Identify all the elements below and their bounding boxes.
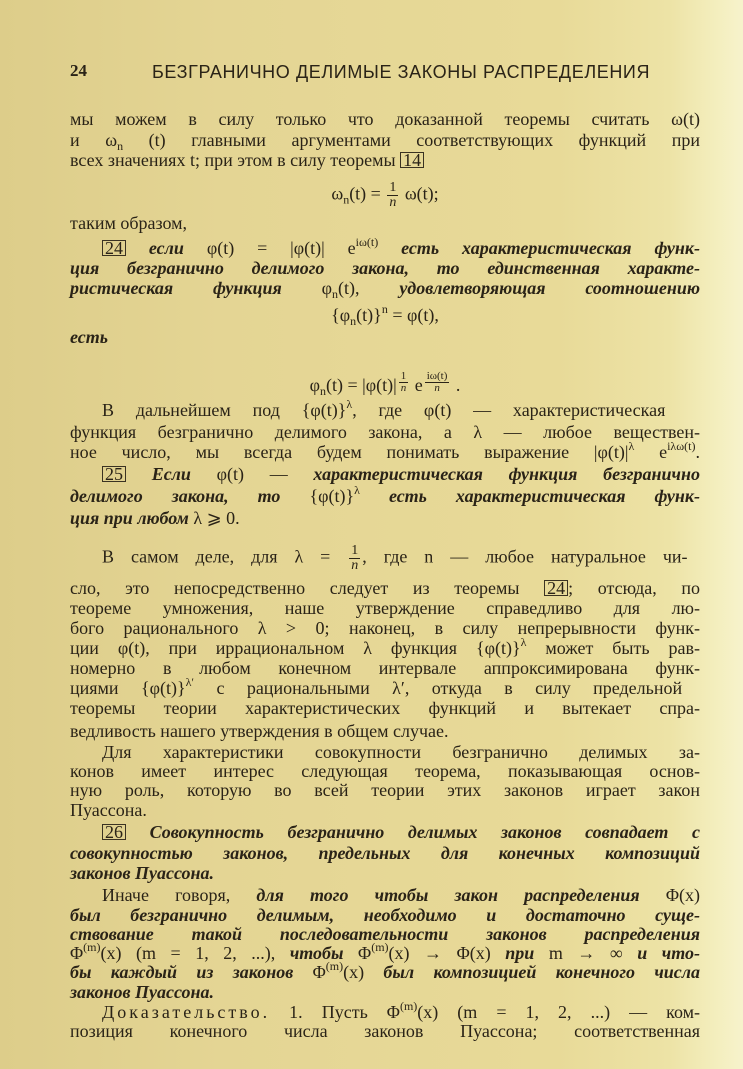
italic-text-run: есть [70, 327, 108, 347]
text-run: В дальнейшем под {φ(t)} [102, 400, 347, 420]
text-run: и ω [70, 130, 118, 150]
text-line [70, 659, 700, 677]
text-run: φ(t) — [216, 464, 314, 484]
text-line [70, 886, 700, 904]
italic-text-run: чтобы [289, 943, 359, 963]
italic-text-run: если [126, 238, 207, 258]
fraction-numerator: 1 [389, 180, 397, 195]
superscript: (m) [371, 940, 389, 954]
italic-text-run: ция безгранично делимого закона, то единственная характе- [70, 258, 700, 278]
fraction [399, 371, 409, 394]
text-line [70, 801, 700, 819]
italic-text-run: характеристическая функция безгранично [313, 464, 700, 484]
display-formula [70, 302, 700, 328]
text-run: В самом деле, для λ = [102, 546, 348, 567]
text-run: φ(t) = |φ(t)| e [206, 238, 356, 258]
italic-text-run: при [505, 943, 549, 963]
fraction [349, 544, 360, 573]
text-run: теореме умножения, наше утверждение справедливо для лю- [70, 598, 700, 618]
superscript: (m) [325, 959, 344, 973]
superscript: n [381, 302, 388, 316]
text-run: Для характеристики совокупности безгранично делимых за- [102, 742, 700, 762]
running-header-title: БЕЗГРАНИЧНО ДЕЛИМЫЕ ЗАКОНЫ РАСПРЕДЕЛЕНИЯ [152, 62, 651, 82]
text-line [70, 675, 700, 698]
superscript: iω(t) [355, 235, 379, 249]
text-run: ное число, мы всегда будем понимать выражение |φ(t)| [70, 442, 629, 462]
text-line [70, 579, 700, 597]
italic-text-run: законов Пуассона. [70, 863, 215, 883]
text-line [70, 599, 700, 617]
page-number: 24 [70, 61, 87, 80]
text-line [70, 110, 700, 128]
superscript: λ′ [185, 675, 195, 689]
text-run: e [410, 375, 423, 395]
text-run: φ [309, 375, 320, 395]
fraction [425, 371, 450, 394]
text-line [70, 619, 700, 637]
text-line [70, 1022, 700, 1040]
text-line [70, 278, 700, 301]
text-line [70, 259, 700, 277]
subscript: n [319, 384, 326, 398]
fraction-denominator: n [400, 382, 407, 394]
text-line [70, 130, 700, 153]
fraction-numerator: 1 [351, 543, 359, 558]
superscript: λ [628, 439, 635, 453]
text-run: , где n — любое натуральное чи- [362, 546, 688, 567]
superscript: λ [520, 635, 527, 649]
italic-text-run: удовлетворяющая соотношению [399, 278, 700, 298]
text-run: λ ⩾ 0. [193, 508, 240, 528]
subscript: n [350, 314, 357, 328]
fraction-denominator: n [389, 195, 397, 210]
italic-text-run: есть характеристическая функ- [378, 238, 700, 258]
subscript: n [343, 192, 350, 207]
italic-text-run: ристическая функция [70, 278, 322, 298]
italic-text-run: бы каждый из законов [70, 962, 313, 982]
text-run: ведливость нашего утверждения в общем случае. [70, 721, 449, 741]
text-run: {φ [331, 305, 351, 325]
italic-text-run: ция при любом [70, 508, 194, 528]
text-line [70, 781, 700, 799]
text-run: ω(t); [400, 183, 439, 204]
fraction-denominator: n [434, 382, 440, 394]
text-run: сло, это непосредственно следует из теоремы [70, 578, 545, 598]
text-run: {φ(t)} [309, 486, 355, 506]
text-run: теоремы теории характеристических функций и вытекает спра- [70, 698, 700, 718]
text-line [70, 423, 700, 441]
text-run: функция безгранично делимого закона, а λ — любое веществен- [70, 422, 700, 442]
text-line [70, 328, 700, 346]
text-run: таким образом, [70, 213, 188, 233]
text-line [70, 743, 700, 761]
text-run: номерно в любом конечном интервале аппроксимирована функ- [70, 658, 700, 678]
text-line [70, 699, 700, 717]
text-run: . [695, 442, 700, 462]
italic-text-run: был безгранично делимым, необходимо и достаточно суще- [70, 905, 700, 925]
text-run: Φ(x) [665, 885, 700, 905]
text-line [70, 864, 700, 882]
text-line [70, 844, 700, 862]
italic-text-run: есть характеристическая функ- [359, 486, 700, 506]
text-line [70, 635, 700, 658]
text-run: (t) = [349, 183, 386, 204]
text-run: e [634, 442, 668, 462]
text-run: (x) → Φ(x) [388, 943, 506, 963]
italic-text-run: совокупностью законов, предельных для конечных композиций [70, 843, 700, 863]
text-run: ω [331, 183, 344, 204]
text-run: (x) (m = 1, 2, ...) — ком- [417, 1002, 700, 1022]
text-run: циями {φ(t)} [70, 678, 186, 698]
text-line [70, 439, 700, 462]
italic-text-run: ствование такой последовательности законов распределения [70, 924, 700, 944]
fraction-numerator: 1 [400, 370, 407, 382]
text-run: (t), [338, 278, 400, 298]
subscript: n [117, 139, 124, 153]
text-run: ную роль, которую во всей теории этих законов играет закон [70, 780, 700, 800]
theorem-reference: 14 [400, 152, 424, 168]
italic-text-run: для того чтобы закон распределения [256, 885, 666, 905]
text-line [70, 823, 700, 841]
text-line [70, 940, 700, 963]
text-run: φ [321, 278, 333, 298]
text-line [70, 983, 700, 1001]
text-line [70, 959, 700, 982]
superscript: (m) [399, 999, 418, 1013]
subscript: n [332, 287, 339, 301]
spaced-heading: Доказательство. [102, 1002, 271, 1022]
text-run: может быть рав- [526, 638, 700, 658]
text-line [70, 483, 700, 506]
italic-text-run: законов Пуассона. [70, 982, 215, 1002]
text-run: (x) [343, 962, 384, 982]
text-run: (t)} [356, 305, 382, 325]
fraction [387, 181, 398, 210]
text-line [70, 509, 700, 527]
text-run: Φ [312, 962, 326, 982]
italic-text-run: Совокупность безгранично делимых законов совпадает с [126, 822, 700, 842]
text-run: = φ(t), [387, 305, 439, 325]
text-run: . [451, 375, 461, 395]
text-run: Φ [70, 943, 84, 963]
text-run: (t) главными аргументами соответствующих функций при [123, 130, 700, 150]
theorem-reference: 26 [102, 824, 126, 840]
italic-text-run: был композицией конечного числа [383, 962, 700, 982]
fraction-denominator: n [351, 558, 359, 573]
text-run: (x) (m = 1, 2, ...), [100, 943, 290, 963]
text-run: m → ∞ [548, 943, 638, 963]
text-line [70, 906, 700, 924]
text-run: мы можем в силу только что доказанной теоремы считать ω(t) [70, 109, 700, 129]
text-line [70, 999, 700, 1022]
text-run: ции φ(t), при иррациональном λ функция {φ(t)} [70, 638, 521, 658]
text-run: позиция конечного числа законов Пуассона; соответственная [70, 1021, 700, 1041]
theorem-reference: 25 [102, 466, 126, 482]
italic-text-run: Если [126, 464, 217, 484]
text-line [70, 722, 700, 740]
superscript: iλω(t) [667, 439, 696, 453]
superscript: (m) [83, 940, 101, 954]
text-run: ; отсюда, по [568, 578, 700, 598]
italic-text-run: делимого закона, то [70, 486, 310, 506]
italic-text-run: и что- [637, 943, 700, 963]
text-line [70, 543, 700, 573]
text-line [70, 235, 700, 258]
text-run: (t) = |φ(t)| [325, 375, 397, 395]
theorem-reference: 24 [102, 240, 126, 256]
text-run: Φ [358, 943, 372, 963]
display-formula [70, 180, 700, 210]
fraction-numerator: iω(t) [426, 370, 448, 382]
text-run: с рациональными λ′, откуда в силу предельной [194, 678, 683, 698]
superscript: λ [346, 397, 353, 411]
superscript: λ [354, 483, 360, 497]
text-run: конов имеет интерес следующая теорема, показывающая основ- [70, 761, 700, 781]
text-line [70, 465, 700, 483]
text-run: 1. Пусть Φ [270, 1002, 400, 1022]
text-run: Иначе говоря, [102, 885, 257, 905]
text-run: всех значениях t; при этом в силу теоремы [70, 150, 401, 170]
text-run: бого рационального λ > 0; наконец, в силу непрерывности функ- [70, 618, 700, 638]
text-line [70, 151, 700, 169]
text-run: , где φ(t) — характеристическая [352, 400, 666, 420]
text-line [70, 397, 700, 420]
display-formula [70, 370, 700, 398]
text-run: Пуассона. [70, 800, 147, 820]
text-line [70, 762, 700, 780]
theorem-reference: 24 [544, 580, 568, 596]
text-line [70, 214, 700, 232]
